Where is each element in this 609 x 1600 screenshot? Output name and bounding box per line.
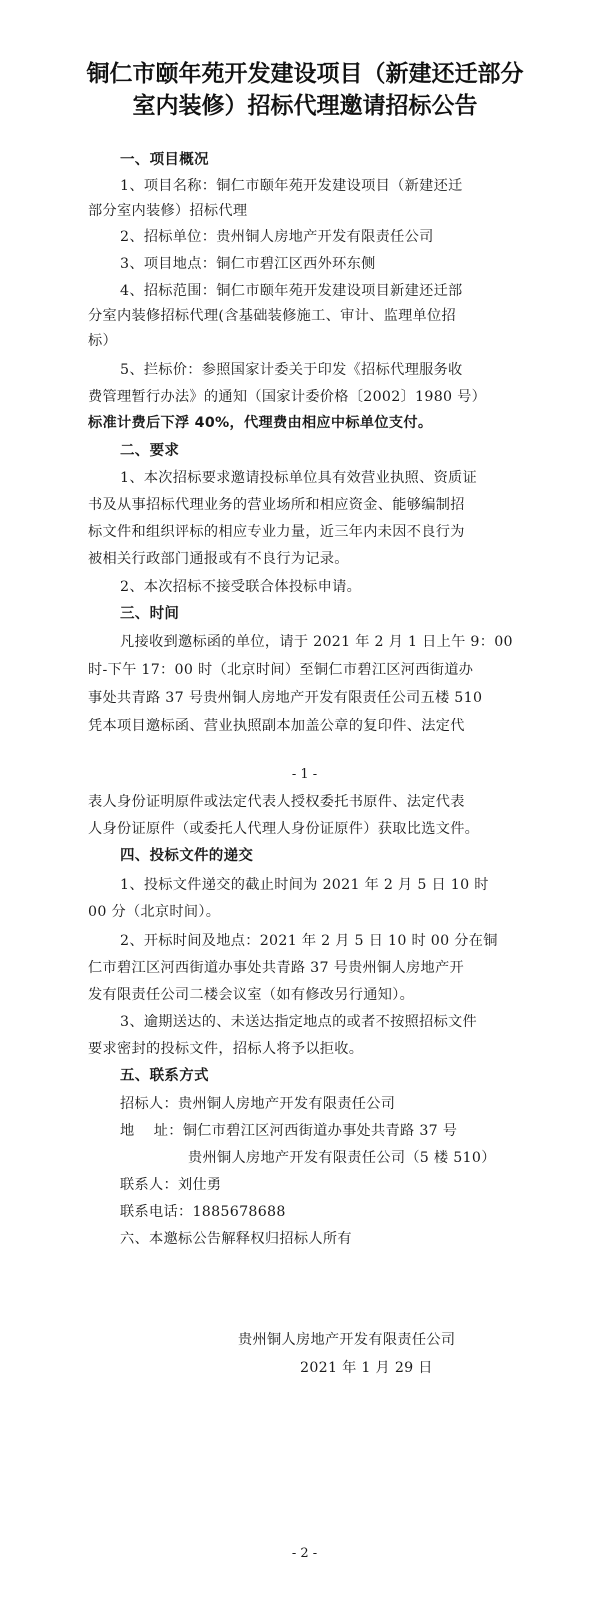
section-heading-submission: 四、投标文件的递交 (120, 848, 254, 864)
section-heading-overview: 一、项目概况 (120, 152, 209, 168)
contact-person: 联系人：刘仕勇 (120, 1177, 222, 1193)
text-line: 分室内装修招标代理(含基础装修施工、审计、监理单位招 (88, 308, 457, 324)
text-line: 2、开标时间及地点：2021 年 2 月 5 日 10 时 00 分在铜 (120, 933, 498, 949)
text-line: 2、招标单位：贵州铜人房地产开发有限责任公司 (120, 229, 434, 245)
text-line: 3、项目地点：铜仁市碧江区西外环东侧 (120, 256, 376, 272)
contact-address: 地 址：铜仁市碧江区河西街道办事处共青路 37 号 (120, 1123, 458, 1139)
page-number-2: - 2 - (291, 1546, 318, 1561)
section-heading-contact: 五、联系方式 (120, 1068, 209, 1084)
text-line: 仁市碧江区河西街道办事处共青路 37 号贵州铜人房地产开 (88, 960, 464, 976)
text-line: 1、投标文件递交的截止时间为 2021 年 2 月 5 日 10 时 (120, 877, 489, 893)
text-line: 3、逾期送达的、未送达指定地点的或者不按照招标文件 (120, 1014, 478, 1030)
text-line: 费管理暂行办法》的通知（国家计委价格〔2002〕1980 号） (88, 389, 487, 405)
text-line: 表人身份证明原件或法定代表人授权委托书原件、法定代表 (88, 794, 465, 810)
text-line: 发有限责任公司二楼会议室（如有修改另行通知）。 (88, 987, 415, 1003)
text-line: 被相关行政部门通报或有不良行为记录。 (88, 551, 349, 567)
text-line: 事处共青路 37 号贵州铜人房地产开发有限责任公司五楼 510 (88, 690, 483, 706)
contact-phone: 联系电话：1885678688 (120, 1204, 286, 1220)
title-line-1: 铜仁市颐年苑开发建设项目（新建还迁部分 (86, 61, 524, 87)
title-line-2: 室内装修）招标代理邀请招标公告 (132, 93, 478, 119)
text-line: 2、本次招标不接受联合体投标申请。 (120, 579, 362, 595)
text-line: 书及从事招标代理业务的营业场所和相应资金、能够编制招 (88, 497, 465, 513)
text-line: 标） (88, 333, 117, 349)
text-line-interpretation: 六、本邀标公告解释权归招标人所有 (120, 1231, 352, 1247)
contact-tenderer: 招标人：贵州铜人房地产开发有限责任公司 (120, 1096, 396, 1112)
text-line: 人身份证原件（或委托人代理人身份证原件）获取比选文件。 (88, 821, 480, 837)
page-number-1: - 1 - (291, 767, 318, 782)
text-line: 凡接收到邀标函的单位，请于 2021 年 2 月 1 日上午 9：00 (120, 634, 513, 650)
text-line-fee: 标准计费后下浮 40%，代理费由相应中标单位支付。 (88, 415, 433, 431)
signature-date: 2021 年 1 月 29 日 (300, 1360, 433, 1376)
text-line: 时-下午 17：00 时（北京时间）至铜仁市碧江区河西街道办 (88, 662, 474, 678)
text-line: 1、本次招标要求邀请投标单位具有效营业执照、资质证 (120, 470, 478, 486)
text-line: 4、招标范围：铜仁市颐年苑开发建设项目新建还迁部 (120, 283, 463, 299)
text-line: 部分室内装修）招标代理 (88, 203, 248, 219)
text-line: 要求密封的投标文件，招标人将予以拒收。 (88, 1041, 364, 1057)
text-line: 5、拦标价：参照国家计委关于印发《招标代理服务收 (120, 362, 463, 378)
section-heading-time: 三、时间 (120, 606, 180, 622)
text-line: 标文件和组织评标的相应专业力量，近三年内未因不良行为 (88, 524, 465, 540)
section-heading-requirements: 二、要求 (120, 443, 180, 459)
signature-company: 贵州铜人房地产开发有限责任公司 (238, 1332, 456, 1348)
text-line: 凭本项目邀标函、营业执照副本加盖公章的复印件、法定代 (88, 718, 465, 734)
contact-address-line-2: 贵州铜人房地产开发有限责任公司（5 楼 510） (188, 1150, 496, 1166)
text-line: 1、项目名称：铜仁市颐年苑开发建设项目（新建还迁 (120, 178, 463, 194)
text-line: 00 分（北京时间）。 (88, 904, 221, 920)
